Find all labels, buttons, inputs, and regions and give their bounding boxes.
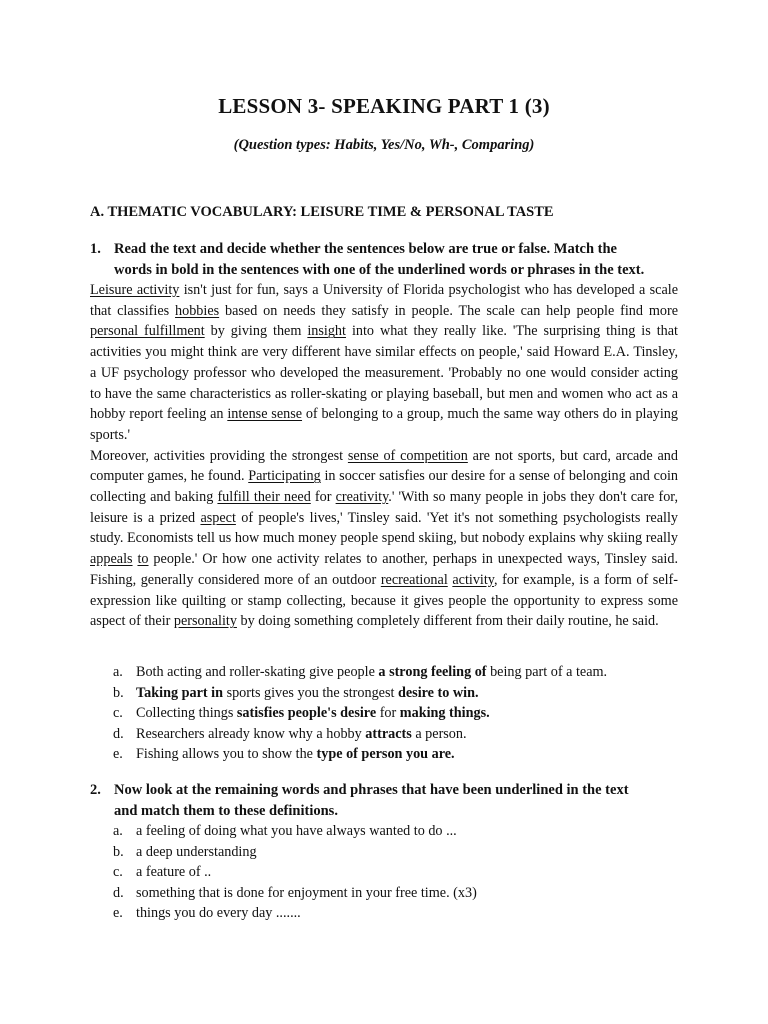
text-run: for <box>310 489 336 506</box>
reading-passage <box>90 280 678 632</box>
definition-text: a feeling of doing what you have always wanted to do ... <box>136 823 457 839</box>
text-run: Collecting things <box>136 705 237 721</box>
bold-term: a strong feeling of <box>378 664 487 680</box>
underlined-term: Participating <box>248 468 321 485</box>
underlined-term: activity <box>452 571 494 588</box>
definition-text: a deep understanding <box>136 843 257 860</box>
text-run: by giving them <box>204 323 308 340</box>
item-label: b. <box>113 843 124 860</box>
underlined-term: aspect <box>200 509 236 526</box>
text-run: being part of a team. <box>486 664 608 680</box>
underlined-term: hobbies <box>175 302 220 319</box>
question-text-cont: and match them to these definitions. <box>114 803 338 819</box>
section-a-heading: A. THEMATIC VOCABULARY: LEISURE TIME & PERSONAL TASTE <box>90 204 554 220</box>
underlined-term: personality <box>173 613 237 630</box>
definitions-list <box>113 821 693 924</box>
definition-text: something that is done for enjoyment in your free time. (x3) <box>136 884 477 901</box>
bold-term: type of person you are. <box>316 746 455 762</box>
item-label: d. <box>113 884 124 901</box>
definition-item <box>113 883 693 904</box>
question-1 <box>90 239 678 281</box>
bold-term: attracts <box>365 725 412 742</box>
question-text-cont: words in bold in the sentences with one of the underlined words or phrases in the text. <box>114 262 645 278</box>
passage-paragraph <box>90 446 678 632</box>
page-title: LESSON 3- SPEAKING PART 1 (3) <box>218 94 550 118</box>
text-run: for <box>376 705 400 721</box>
item-label: a. <box>113 823 123 839</box>
item-label: e. <box>113 905 123 921</box>
item-label: d. <box>113 725 124 742</box>
text-run: of people's lives,' Tinsley said. 'Yet it's not something psychologists really study. Economists tell us how much money people spend skiing, but nobody explains why skiing really <box>90 509 678 547</box>
text-run: of belonging to a group, much the same way others do in playing sports.' <box>90 406 678 443</box>
definition-text: things you do every day ....... <box>136 905 301 921</box>
text-run: Researchers already know why a hobby <box>136 725 366 742</box>
sentence-item <box>113 662 693 683</box>
underlined-term: creativity <box>335 489 389 506</box>
definition-item <box>113 903 693 924</box>
text-run: .' 'With so many people in jobs they don't care for, leisure is a prized <box>90 489 679 526</box>
sentence-item <box>113 703 693 724</box>
item-label: b. <box>113 684 124 701</box>
text-run: Fishing allows you to show the <box>136 746 317 762</box>
item-label: e. <box>113 746 123 762</box>
text-run: Moreover, activities providing the strongest <box>90 447 348 464</box>
underlined-term: appeals <box>90 551 133 568</box>
text-run: Both acting and roller-skating give people <box>136 664 379 680</box>
underlined-term: sense of competition <box>347 447 468 464</box>
sentence-item <box>113 683 693 704</box>
passage-paragraph <box>90 280 678 446</box>
sentence-item <box>113 744 693 765</box>
question-text: Now look at the remaining words and phrases that have been underlined in the text <box>114 782 629 798</box>
bold-term: satisfies people's desire <box>236 705 377 721</box>
question-2 <box>90 780 678 822</box>
text-run: into what they really like. 'The surprising thing is that activities you might think are very different have similar effects on people,' said Howard E.A. Tinsley, a UF psychology professor who developed the measurement. 'Probably no one would consider acting to have the same characteristics as roller-skating or playing baseball, but men and women who act as a hobby report feeling an <box>90 323 678 423</box>
definition-item <box>113 862 693 883</box>
underlined-term: intense sense <box>227 406 303 423</box>
underlined-term: fulfill their need <box>217 489 311 506</box>
text-run: in soccer satisfies our desire for a sense of belonging and coin collecting and baking <box>90 468 678 506</box>
item-label: c. <box>113 864 123 880</box>
item-label: c. <box>113 705 123 721</box>
bold-term: making things. <box>399 705 490 721</box>
underlined-term: recreational <box>380 571 448 588</box>
definition-text: a feature of .. <box>136 864 212 880</box>
definition-item <box>113 821 693 842</box>
underlined-term: to <box>137 551 149 568</box>
item-label: a. <box>113 664 123 680</box>
bold-term: Taking part in <box>136 684 224 701</box>
underlined-term: Leisure activity <box>90 282 180 298</box>
sentence-item <box>113 724 693 745</box>
true-false-sentences <box>113 662 693 765</box>
question-text: Read the text and decide whether the sentences below are true or false. Match the <box>114 241 617 257</box>
text-run: people.' Or how one activity relates to another, perhaps in unexpected ways, Tinsley said. Fishing, generally considered more of an outdoor <box>90 551 678 588</box>
text-run: sports gives you the strongest <box>223 684 398 701</box>
text-run: isn't just for fun, says a University of Florida psychologist who has developed a scale that classifies <box>90 282 678 319</box>
underlined-term: personal fulfillment <box>90 323 205 340</box>
bold-term: desire to win. <box>397 684 479 701</box>
text-run: based on needs they satisfy in people. The scale can help people find more <box>219 302 678 319</box>
text-run: are not sports, but card, arcade and computer games, he found. <box>90 447 678 485</box>
text-run: a person. <box>411 725 467 742</box>
page-subtitle: (Question types: Habits, Yes/No, Wh-, Comparing) <box>233 137 535 153</box>
definition-item <box>113 842 693 863</box>
text-run: , for example, is a form of self-expression like quilting or stamp collecting, because it gives people the opportunity to express some aspect of their <box>90 571 679 630</box>
text-run: by doing something completely different from their daily routine, he said. <box>236 613 659 630</box>
question-number: 2. <box>90 782 101 798</box>
question-number: 1. <box>90 241 101 257</box>
underlined-term: insight <box>307 323 346 340</box>
